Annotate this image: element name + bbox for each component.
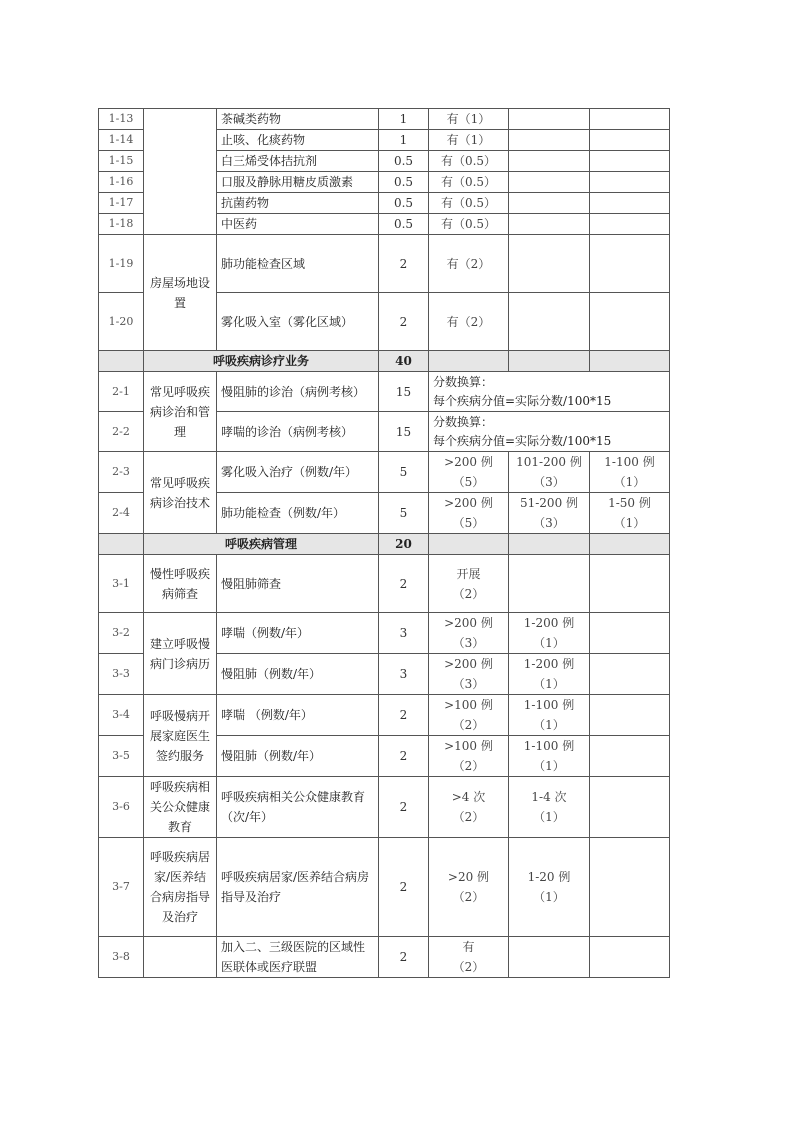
option-1: 有（0.5）: [429, 172, 509, 193]
row-id: 1-15: [99, 151, 144, 172]
option-3: [590, 172, 670, 193]
option-2: 1-100 例 （1）: [509, 695, 590, 736]
option-3: [590, 235, 670, 293]
option-2: 101-200 例 （3）: [509, 452, 590, 493]
option-1: 有（1）: [429, 130, 509, 151]
category-cell: 房屋场地设置: [144, 235, 217, 351]
table-row: [99, 777, 670, 838]
row-id: 3-8: [99, 937, 144, 978]
item-name: 雾化吸入室（雾化区域）: [217, 293, 379, 351]
row-id: 3-7: [99, 838, 144, 937]
category-cell: [144, 109, 217, 235]
points: 2: [379, 695, 429, 736]
section-header: [99, 351, 670, 372]
row-id: 3-4: [99, 695, 144, 736]
section-header: [99, 534, 670, 555]
item-name: 加入二、三级医院的区域性医联体或医疗联盟: [217, 937, 379, 978]
option-2: 1-200 例 （1）: [509, 654, 590, 695]
item-name: 口服及静脉用糖皮质激素: [217, 172, 379, 193]
option-3: 1-100 例 （1）: [590, 452, 670, 493]
item-name: 哮喘（例数/年）: [217, 613, 379, 654]
item-name: 抗菌药物: [217, 193, 379, 214]
item-name: 哮喘的诊治（病例考核）: [217, 412, 379, 452]
row-id: 2-4: [99, 493, 144, 534]
option-1: >200 例 （5）: [429, 493, 509, 534]
points: 0.5: [379, 214, 429, 235]
score-conversion: [429, 372, 670, 412]
category-cell: 呼吸疾病相关公众健康教育: [144, 777, 217, 838]
item-name: 慢阻肺的诊治（病例考核）: [217, 372, 379, 412]
option-3: [590, 777, 670, 838]
item-name: 肺功能检查区域: [217, 235, 379, 293]
table-row: [99, 235, 670, 293]
option-1: 有（0.5）: [429, 193, 509, 214]
section-title: 呼吸疾病诊疗业务: [144, 351, 379, 372]
category-cell: 常见呼吸疾病诊治和管理: [144, 372, 217, 452]
item-name: 止咳、化痰药物: [217, 130, 379, 151]
points: 1: [379, 109, 429, 130]
item-name: 慢阻肺筛查: [217, 555, 379, 613]
section-points: 20: [379, 534, 429, 555]
option-3: [590, 555, 670, 613]
points: 3: [379, 654, 429, 695]
option-1: 开展 （2）: [429, 555, 509, 613]
conversion-formula: 每个疾病分值=实际分数/100*15: [433, 433, 612, 448]
row-id: 1-17: [99, 193, 144, 214]
option-2: 1-20 例 （1）: [509, 838, 590, 937]
points: 2: [379, 937, 429, 978]
option-3: 1-50 例 （1）: [590, 493, 670, 534]
table-row: [99, 937, 670, 978]
option-2: [509, 555, 590, 613]
row-id: 3-6: [99, 777, 144, 838]
category-cell: 呼吸疾病居家/医养结合病房指导及治疗: [144, 838, 217, 937]
category-cell: [144, 937, 217, 978]
item-name: 呼吸疾病居家/医养结合病房指导及治疗: [217, 838, 379, 937]
option-3: [590, 838, 670, 937]
option-3: [590, 214, 670, 235]
table-row: [99, 838, 670, 937]
option-1: >100 例 （2）: [429, 695, 509, 736]
item-name: 慢阻肺（例数/年）: [217, 654, 379, 695]
option-2: [509, 130, 590, 151]
option-3: [590, 109, 670, 130]
row-id: 3-2: [99, 613, 144, 654]
points: 5: [379, 452, 429, 493]
item-name: 中医药: [217, 214, 379, 235]
points: 1: [379, 130, 429, 151]
row-id: 1-20: [99, 293, 144, 351]
table-row: [99, 695, 670, 736]
section-title: 呼吸疾病管理: [144, 534, 379, 555]
table-row: [99, 613, 670, 654]
conversion-formula: 每个疾病分值=实际分数/100*15: [433, 393, 612, 408]
option-1: 有（2）: [429, 293, 509, 351]
points: 15: [379, 372, 429, 412]
option-1: >200 例 （5）: [429, 452, 509, 493]
table-row: [99, 452, 670, 493]
option-3: [590, 695, 670, 736]
option-3: [590, 937, 670, 978]
row-id: 2-1: [99, 372, 144, 412]
option-1: 有 （2）: [429, 937, 509, 978]
points: 2: [379, 555, 429, 613]
item-name: 呼吸疾病相关公众健康教育（次/年）: [217, 777, 379, 838]
item-name: 慢阻肺（例数/年）: [217, 736, 379, 777]
option-2: [509, 193, 590, 214]
document-page: [98, 108, 669, 978]
points: 0.5: [379, 172, 429, 193]
table-row: [99, 109, 670, 130]
points: 0.5: [379, 193, 429, 214]
row-id: 1-16: [99, 172, 144, 193]
option-3: [590, 193, 670, 214]
option-1: >20 例 （2）: [429, 838, 509, 937]
option-2: 51-200 例 （3）: [509, 493, 590, 534]
category-cell: 建立呼吸慢病门诊病历: [144, 613, 217, 695]
conversion-title: 分数换算：: [433, 374, 494, 389]
conversion-title: 分数换算：: [433, 414, 494, 429]
table-row: [99, 372, 670, 412]
option-2: [509, 235, 590, 293]
category-cell: 常见呼吸疾病诊治技术: [144, 452, 217, 534]
section-points: 40: [379, 351, 429, 372]
option-1: 有（0.5）: [429, 214, 509, 235]
option-3: [590, 130, 670, 151]
category-cell: 慢性呼吸疾病筛查: [144, 555, 217, 613]
item-name: 哮喘 （例数/年）: [217, 695, 379, 736]
points: 2: [379, 838, 429, 937]
points: 0.5: [379, 151, 429, 172]
option-3: [590, 151, 670, 172]
option-3: [590, 654, 670, 695]
points: 5: [379, 493, 429, 534]
item-name: 肺功能检查（例数/年）: [217, 493, 379, 534]
row-id: 1-18: [99, 214, 144, 235]
option-3: [590, 736, 670, 777]
option-2: [509, 109, 590, 130]
row-id: 3-3: [99, 654, 144, 695]
option-2: [509, 293, 590, 351]
option-2: 1-4 次 （1）: [509, 777, 590, 838]
category-cell: 呼吸慢病开展家庭医生签约服务: [144, 695, 217, 777]
row-id: 3-5: [99, 736, 144, 777]
row-id: 3-1: [99, 555, 144, 613]
option-2: [509, 151, 590, 172]
option-2: 1-200 例 （1）: [509, 613, 590, 654]
row-id: 2-3: [99, 452, 144, 493]
option-1: 有（1）: [429, 109, 509, 130]
item-name: 白三烯受体拮抗剂: [217, 151, 379, 172]
row-id: 1-14: [99, 130, 144, 151]
item-name: 茶碱类药物: [217, 109, 379, 130]
option-1: >4 次 （2）: [429, 777, 509, 838]
table-row: [99, 555, 670, 613]
option-1: >200 例 （3）: [429, 654, 509, 695]
option-2: [509, 937, 590, 978]
option-1: 有（0.5）: [429, 151, 509, 172]
score-conversion: [429, 412, 670, 452]
row-id: 2-2: [99, 412, 144, 452]
evaluation-table: [98, 108, 670, 978]
points: 3: [379, 613, 429, 654]
points: 2: [379, 736, 429, 777]
option-3: [590, 613, 670, 654]
item-name: 雾化吸入治疗（例数/年）: [217, 452, 379, 493]
points: 2: [379, 777, 429, 838]
option-2: [509, 172, 590, 193]
points: 2: [379, 293, 429, 351]
option-1: >200 例 （3）: [429, 613, 509, 654]
option-2: [509, 214, 590, 235]
row-id: 1-19: [99, 235, 144, 293]
points: 15: [379, 412, 429, 452]
row-id: 1-13: [99, 109, 144, 130]
points: 2: [379, 235, 429, 293]
option-2: 1-100 例 （1）: [509, 736, 590, 777]
option-3: [590, 293, 670, 351]
option-1: >100 例 （2）: [429, 736, 509, 777]
option-1: 有（2）: [429, 235, 509, 293]
